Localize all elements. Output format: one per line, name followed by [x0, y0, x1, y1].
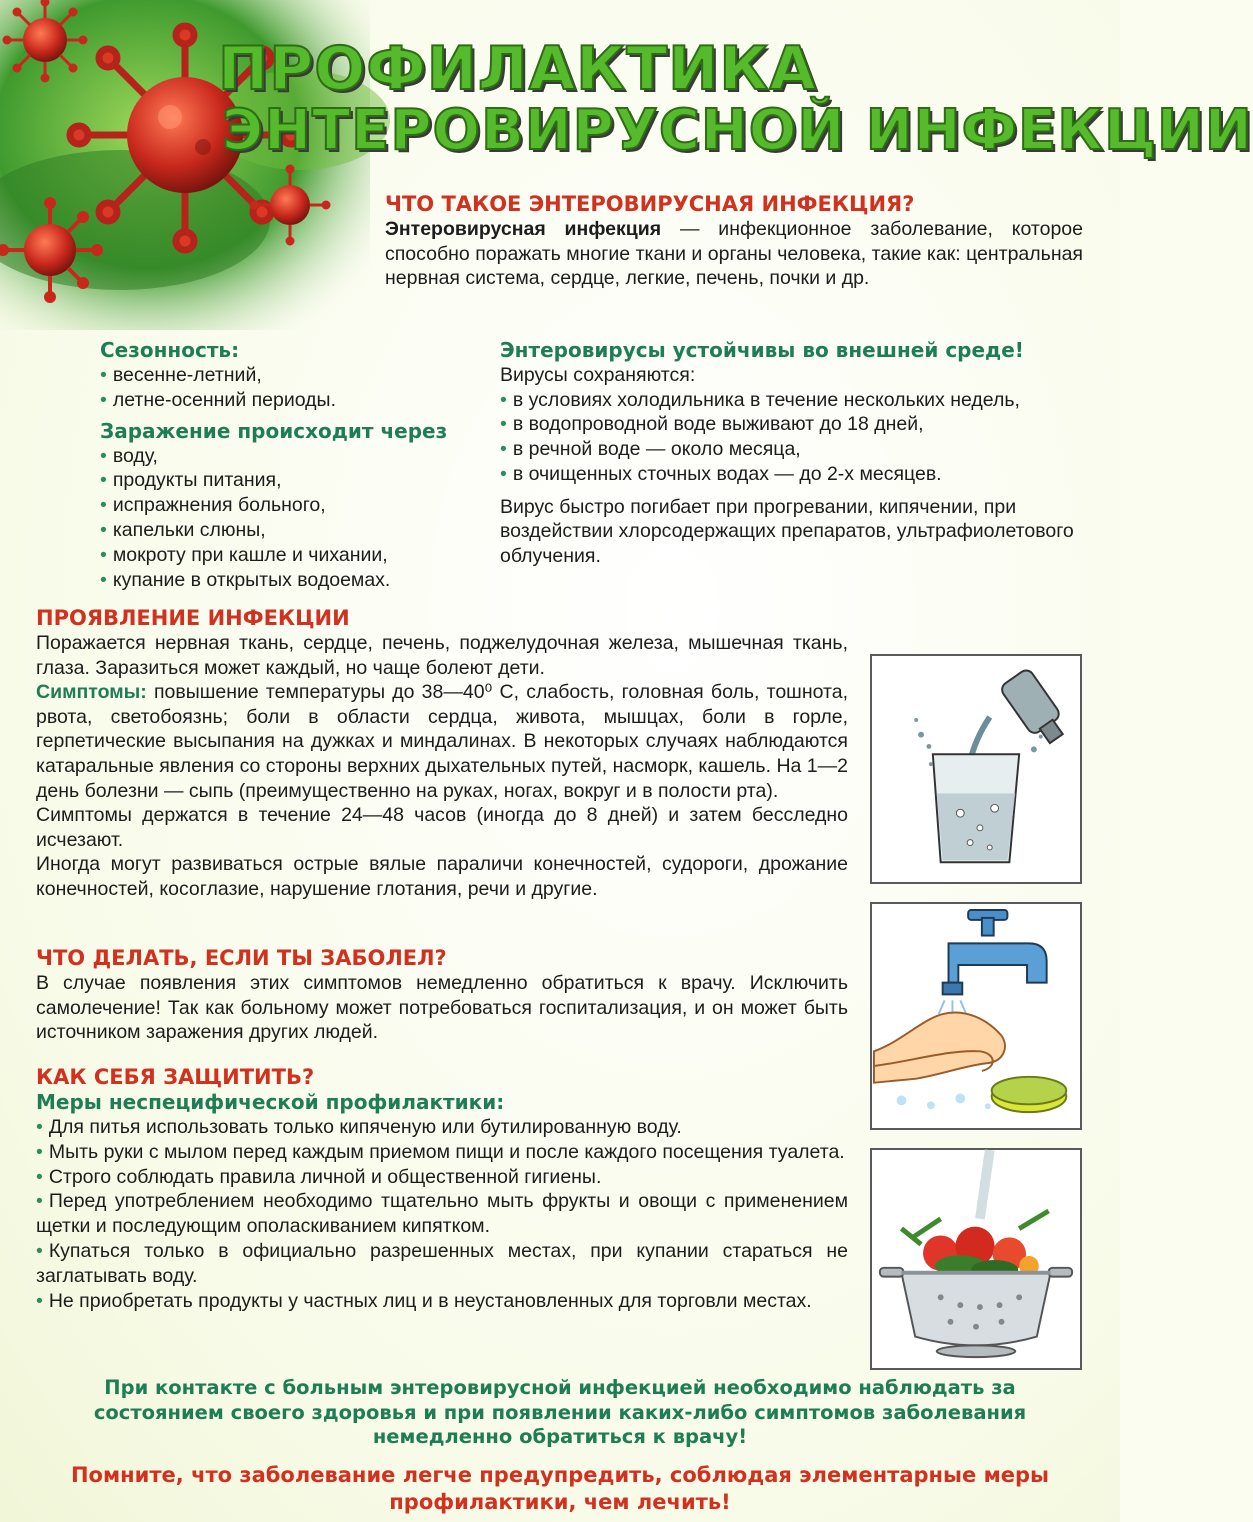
- list-item: • продукты питания,: [100, 469, 282, 492]
- protection-list: [36, 1115, 848, 1313]
- manifestation-heading: ПРОЯВЛЕНИЕ ИНФЕКЦИИ: [36, 606, 350, 630]
- stability-section: [500, 338, 1080, 569]
- stability-list: [500, 388, 1080, 487]
- list-item: • летне-осенний периоды.: [100, 388, 336, 411]
- list-item: • весенне-летний,: [100, 364, 262, 386]
- contact-warning: [60, 1376, 1060, 1450]
- contact-warning-line-1: При контакте с больным энтеровирусной инфекцией необходимо наблюдать за: [104, 1376, 1016, 1399]
- intro-section: [385, 192, 1083, 291]
- list-item: • в очищенных сточных водах — до 2-х месяцев.: [500, 462, 942, 485]
- vegetables-colander-icon: [870, 1148, 1082, 1370]
- list-item: • в речной воде — около месяца,: [500, 438, 801, 461]
- what-to-do-text: В случае появления этих симптомов немедленно обратиться к врачу. Исключить самолечение! Так как больному может потребоваться госпитализация, и он может быть источником заражения других людей.: [36, 972, 848, 1044]
- manifestation-symptoms: [36, 680, 848, 803]
- stability-outro: Вирус быстро погибает при прогревании, кипячении, при воздействии хлорсодержащих препаратов, ультрафиолетового облучения.: [500, 495, 1074, 567]
- seasonality-section: [100, 338, 480, 592]
- symptoms-text: повышение температуры до 38—40⁰ С, слабость, головная боль, тошнота, рвота, светобоязнь; боли в области сердца, живота, мышцах, боли в горле, герпетические высыпания на дужках и миндалинах. В некоторых случаях наблюдаются катаральные явления со стороны верхних дыхательных путей, насморк, кашель. На 1—2 день болезни — сыпь (преимущественно на руках, ногах, вокруг и в полости рта).: [36, 681, 848, 802]
- list-item: • в водопроводной воде выживают до 18 дней,: [500, 413, 924, 436]
- seasonality-list: [100, 363, 480, 413]
- what-to-do-section: [36, 946, 848, 1045]
- stability-heading: Энтеровирусы устойчивы во внешней среде!: [500, 338, 1024, 362]
- list-item: • Купаться только в официально разрешенных местах, при купании стараться не заглатывать воду.: [36, 1239, 848, 1287]
- intro-lead: Энтеровирусная инфекция: [385, 218, 662, 240]
- intro-heading: ЧТО ТАКОЕ ЭНТЕРОВИРУСНАЯ ИНФЕКЦИЯ?: [385, 192, 915, 216]
- poster-title: [200, 34, 1253, 163]
- manifestation-p3: Симптомы держатся в течение 24—48 часов (иногда до 8 дней) и затем бесследно исчезают.: [36, 804, 848, 851]
- protection-subheading: Меры неспецифической профилактики:: [36, 1090, 505, 1114]
- manifestation-p1: Поражается нервная ткань, сердце, печень, поджелудочная железа, мышечная ткань, глаза. Заразиться может каждый, но чаще болеют дети.: [36, 632, 848, 679]
- intro-body: — инфекционное заболевание, которое способно поражать многие ткани и органы человека, такие как: центральная нервная система, сердце, легкие, печень, почки и др.: [385, 218, 1083, 290]
- stability-intro: Вирусы сохраняются:: [500, 364, 696, 386]
- water-glass-icon: [870, 654, 1082, 884]
- list-item: • Не приобретать продукты у частных лиц и в неустановленных для торговли местах.: [36, 1289, 812, 1312]
- list-item: • мокроту при кашле и чихании,: [100, 543, 388, 566]
- list-item: • испражнения больного,: [100, 494, 326, 517]
- transmission-list: [100, 444, 480, 593]
- seasonality-heading: Сезонность:: [100, 338, 240, 362]
- list-item: • Мыть руки с мылом перед каждым приемом пищи и после каждого посещения туалета.: [36, 1140, 845, 1163]
- list-item: • Для питья использовать только кипяченую или бутилированную воду.: [36, 1116, 682, 1138]
- contact-warning-line-2: состоянием своего здоровья и при появлении каких-либо симптомов заболевания: [93, 1400, 1027, 1424]
- list-item: • воду,: [100, 444, 158, 467]
- symptoms-label: Симптомы:: [36, 681, 147, 704]
- reminder: [30, 1462, 1090, 1516]
- list-item: • купание в открытых водоемах.: [100, 568, 391, 591]
- list-item: • в условиях холодильника в течение нескольких недель,: [500, 388, 1020, 411]
- protection-heading: КАК СЕБЯ ЗАЩИТИТЬ?: [36, 1065, 315, 1089]
- title-line-1: ПРОФИЛАКТИКА: [218, 34, 817, 104]
- reminder-line-1: Помните, что заболевание легче предупредить, соблюдая элементарные меры: [70, 1463, 1050, 1487]
- intro-text: [385, 217, 1083, 291]
- manifestation-section: [36, 606, 848, 902]
- protection-section: [36, 1065, 848, 1313]
- reminder-line-2: профилактики, чем лечить!: [389, 1490, 731, 1514]
- list-item: • Перед употреблением необходимо тщательно мыть фрукты и овощи с применением щетки и последующим ополаскиванием кипятком.: [36, 1190, 848, 1238]
- hand-washing-icon: [870, 902, 1082, 1130]
- contact-warning-line-3: немедленно обратиться к врачу!: [372, 1425, 748, 1448]
- list-item: • капельки слюны,: [100, 518, 266, 541]
- transmission-heading: Заражение происходит через: [100, 418, 448, 443]
- list-item: • Строго соблюдать правила личной и общественной гигиены.: [36, 1165, 602, 1188]
- what-to-do-heading: ЧТО ДЕЛАТЬ, ЕСЛИ ТЫ ЗАБОЛЕЛ?: [36, 946, 447, 970]
- title-line-2: ЭНТЕРОВИРУСНОЙ ИНФЕКЦИИ: [222, 98, 1253, 163]
- manifestation-p4: Иногда могут развиваться острые вялые параличи конечностей, судороги, дрожание конечностей, косоглазие, нарушение глотания, речи и другие.: [36, 853, 848, 900]
